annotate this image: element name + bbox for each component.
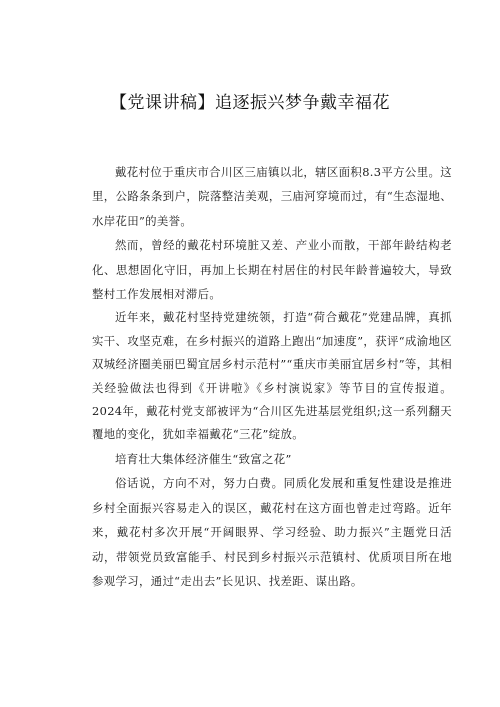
document-title: 【党课讲稿】追逐振兴梦争戴幸福花 <box>110 93 390 113</box>
paragraph-location: 戴花村位于重庆市合川区三庙镇以北，辖区面积8.3平方公里。这里，公路条条到户，院落整洁美观，三庙河穿境而过，有“生态湿地、水岸花田”的美誉。 <box>92 165 452 228</box>
section-heading: 培育壮大集体经济催生“致富之花” <box>115 451 292 466</box>
paragraph-collective-economy: 俗话说，方向不对，努力白费。同质化发展和重复性建设是推进乡村全面振兴容易走入的误区，戴花村在这方面也曾走过弯路。近年来，戴花村多次开展“开阔眼界、学习经验、助力振兴”主题党日活动，带领党员致富能手、村民到乡村振兴示范镇村、优质项目所在地参观学习，通过“走出去”长见识、找差距、谋出路。 <box>92 476 452 588</box>
paragraph-past-problems: 然而，曾经的戴花村环境脏又差、产业小而散，干部年龄结构老化、思想固化守旧，再加上长期在村居住的村民年龄普遍较大，导致整村工作发展相对滞后。 <box>92 238 452 302</box>
document-body <box>92 160 452 593</box>
paragraph-achievements: 近年来，戴花村坚持党建统领，打造“荷合戴花”党建品牌，真抓实干、攻坚克难，在乡村振兴的道路上跑出“加速度”，获评“成渝地区双城经济圈美丽巴蜀宜居乡村示范村”“重庆市美丽宜居乡村”等，其相关经验做法也得到《开讲啦》《乡村演说家》等节目的宣传报道。2024年，戴花村党支部被评为“合川区先进基层党组织;这一系列翻天覆地的变化，犹如幸福戴花“三花”绽放。 <box>92 310 452 442</box>
